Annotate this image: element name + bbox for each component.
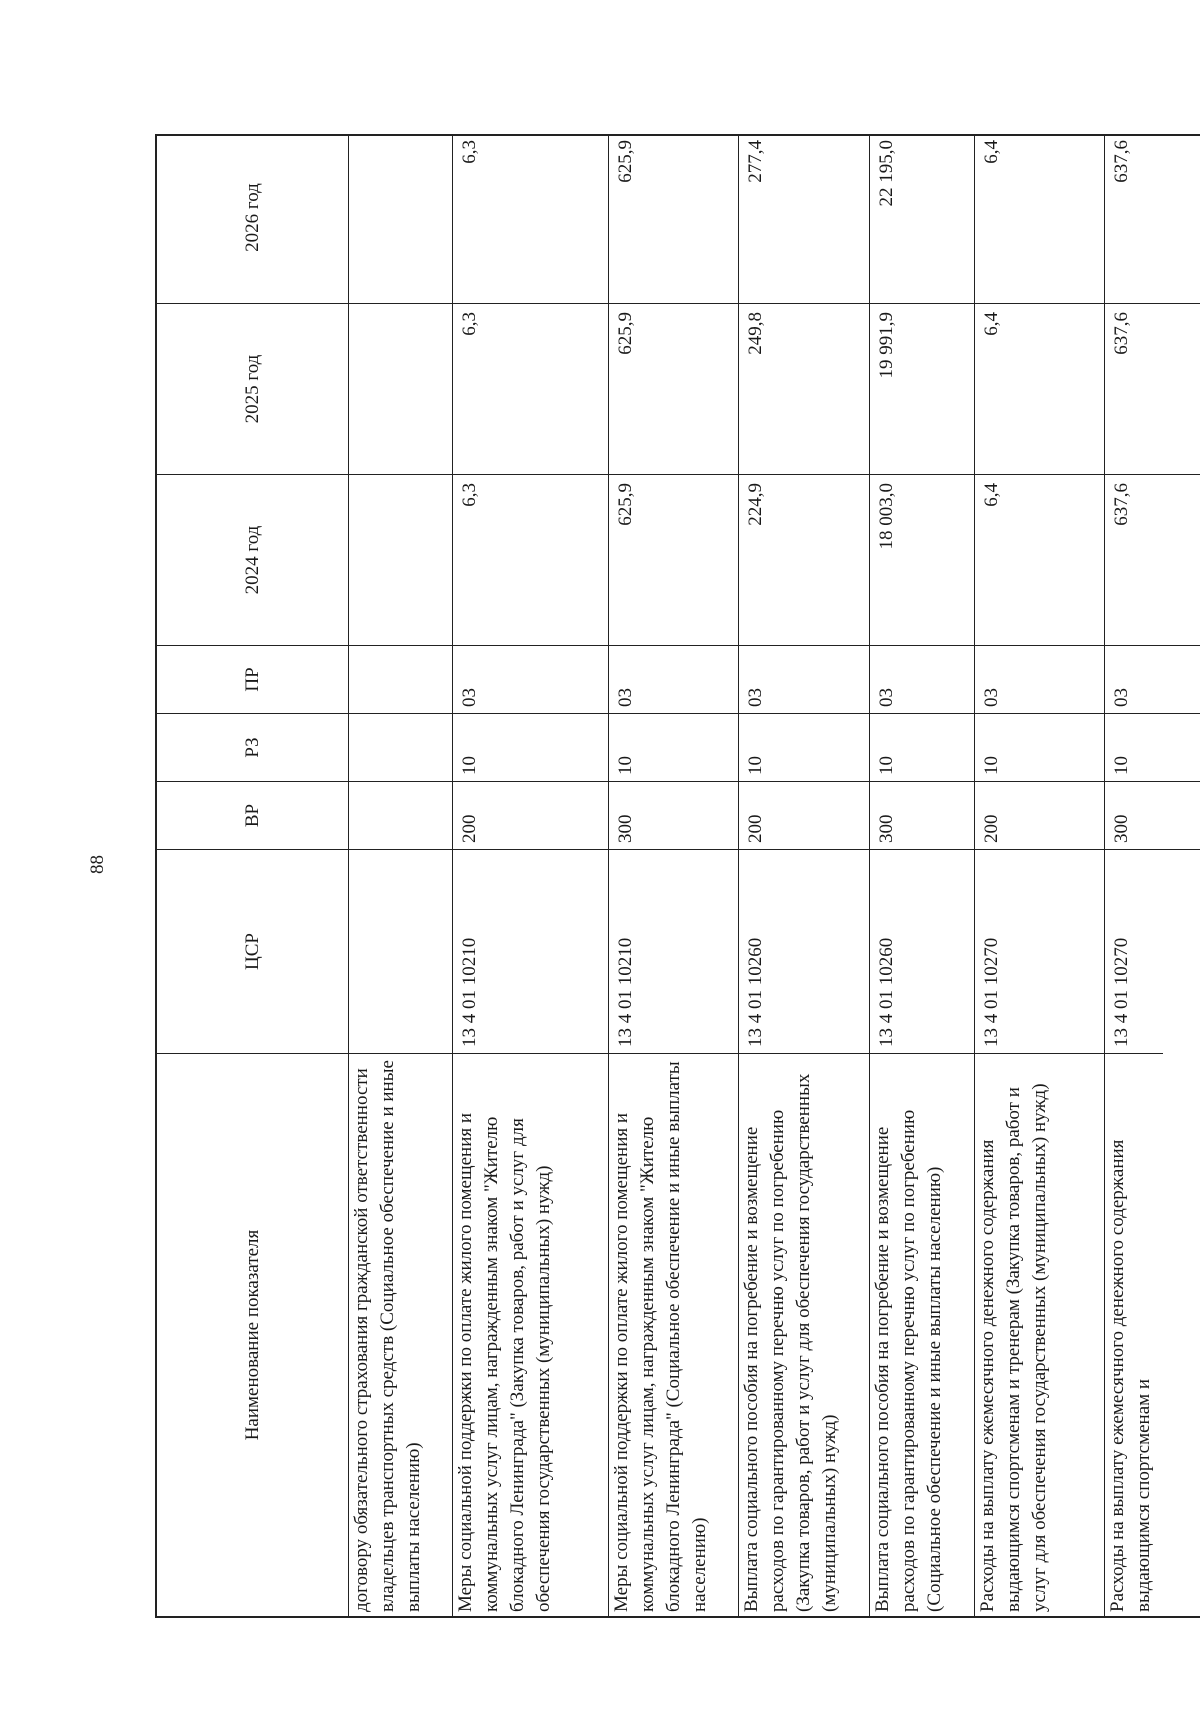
row-2026: 625,9: [615, 140, 636, 183]
table-row: [349, 136, 453, 1616]
row-2025: 19 991,9: [870, 303, 974, 474]
row-vr: 200: [975, 781, 1104, 849]
row-2026: [349, 132, 452, 303]
header-name: Наименование показателя: [157, 1053, 348, 1616]
row-rz: 10: [1105, 713, 1200, 781]
row-csr: 13 4 01 10210: [609, 849, 738, 1053]
row-csr: 13 4 01 10270: [975, 849, 1104, 1053]
row-2026: 6,4: [981, 140, 1002, 164]
row-2024: 637,6: [1105, 474, 1200, 645]
row-pr: [349, 645, 452, 713]
row-2024: [349, 474, 452, 645]
row-csr: 13 4 01 10270: [1105, 849, 1200, 1053]
row-name: Выплата социального пособия на погребение и возмещение расходов по гарантированному перечню услуг по погребению (Социальное обеспечение и иные выплаты населению): [872, 1109, 945, 1612]
row-vr: 200: [739, 781, 869, 849]
header-pr: ПР: [157, 645, 348, 713]
row-2026: 22 195,0: [876, 140, 897, 207]
row-csr: 13 4 01 10260: [739, 849, 869, 1053]
row-name: Выплата социального пособия на погребение и возмещение расходов по гарантированному перечню услуг по погребению (Закупка товаров, работ и услуг для обеспечения государственных (муниципальных) нужд): [741, 1073, 840, 1612]
row-2025: 6,3: [453, 303, 608, 474]
header-vr: ВР: [157, 781, 348, 849]
row-vr: 200: [453, 781, 608, 849]
row-2024: 18 003,0: [870, 474, 974, 645]
row-vr: 300: [870, 781, 974, 849]
row-rz: 10: [739, 713, 869, 781]
row-rz: 10: [870, 713, 974, 781]
row-2025: 625,9: [609, 303, 738, 474]
table-row: [609, 136, 739, 1616]
row-name: Меры социальной поддержки по оплате жилого помещения и коммунальных услуг лицам, награжденным знаком "Жителю блокадного Ленинграда" (Закупка товаров, работ и услуг для обеспечения государственных (муниципальных) нужд): [455, 1112, 554, 1612]
row-2026: 6,3: [459, 140, 480, 164]
table-row: [975, 136, 1105, 1616]
row-2025: [349, 303, 452, 474]
header-2024: 2024 год: [157, 474, 348, 645]
row-name: Расходы на выплату ежемесячного денежного содержания выдающимся спортсменам и: [1107, 1139, 1154, 1612]
page-number: 88: [87, 855, 108, 874]
row-pr: 03: [739, 645, 869, 713]
header-rz: РЗ: [157, 713, 348, 781]
row-2024: 224,9: [739, 474, 869, 645]
table-row: [739, 136, 870, 1616]
row-2024: 625,9: [609, 474, 738, 645]
row-vr: [349, 781, 452, 849]
row-2025: 6,4: [975, 303, 1104, 474]
row-pr: 03: [453, 645, 608, 713]
header-2026: 2026 год: [241, 183, 263, 252]
row-rz: [349, 713, 452, 781]
row-name: Меры социальной поддержки по оплате жилого помещения и коммунальных услуг лицам, награжденным знаком "Жителю блокадного Ленинграда" (Социальное обеспечение и иные выплаты населению): [611, 1061, 710, 1612]
row-rz: 10: [609, 713, 738, 781]
header-2025: 2025 год: [157, 303, 348, 474]
row-name: договору обязательного страхования гражданской ответственности владельцев транспортных средств (Социальное обеспечение и иные выплаты населению): [351, 1060, 424, 1612]
row-2026: 637,6: [1111, 140, 1132, 183]
row-rz: 10: [453, 713, 608, 781]
row-rz: 10: [975, 713, 1104, 781]
budget-table: [155, 134, 1200, 1618]
table-row: [1105, 136, 1200, 1616]
row-csr: 13 4 01 10260: [870, 849, 974, 1053]
row-2026: 277,4: [745, 140, 766, 183]
row-pr: 03: [1105, 645, 1200, 713]
row-pr: 03: [870, 645, 974, 713]
row-vr: 300: [609, 781, 738, 849]
header-csr: ЦСР: [157, 849, 348, 1053]
row-2024: 6,4: [975, 474, 1104, 645]
row-pr: 03: [975, 645, 1104, 713]
row-name: Расходы на выплату ежемесячного денежного содержания выдающимся спортсменам и тренерам (Закупка товаров, работ и услуг для обеспечения государственных (муниципальных) нужд): [977, 1083, 1050, 1612]
row-2025: 637,6: [1105, 303, 1200, 474]
row-csr: 13 4 01 10210: [453, 849, 608, 1053]
table-row: [453, 136, 609, 1616]
table-header-row: [157, 136, 349, 1616]
table-row: [870, 136, 975, 1616]
row-pr: 03: [609, 645, 738, 713]
row-vr: 300: [1105, 781, 1200, 849]
row-2025: 249,8: [739, 303, 869, 474]
row-2024: 6,3: [453, 474, 608, 645]
row-csr: [349, 849, 452, 1053]
